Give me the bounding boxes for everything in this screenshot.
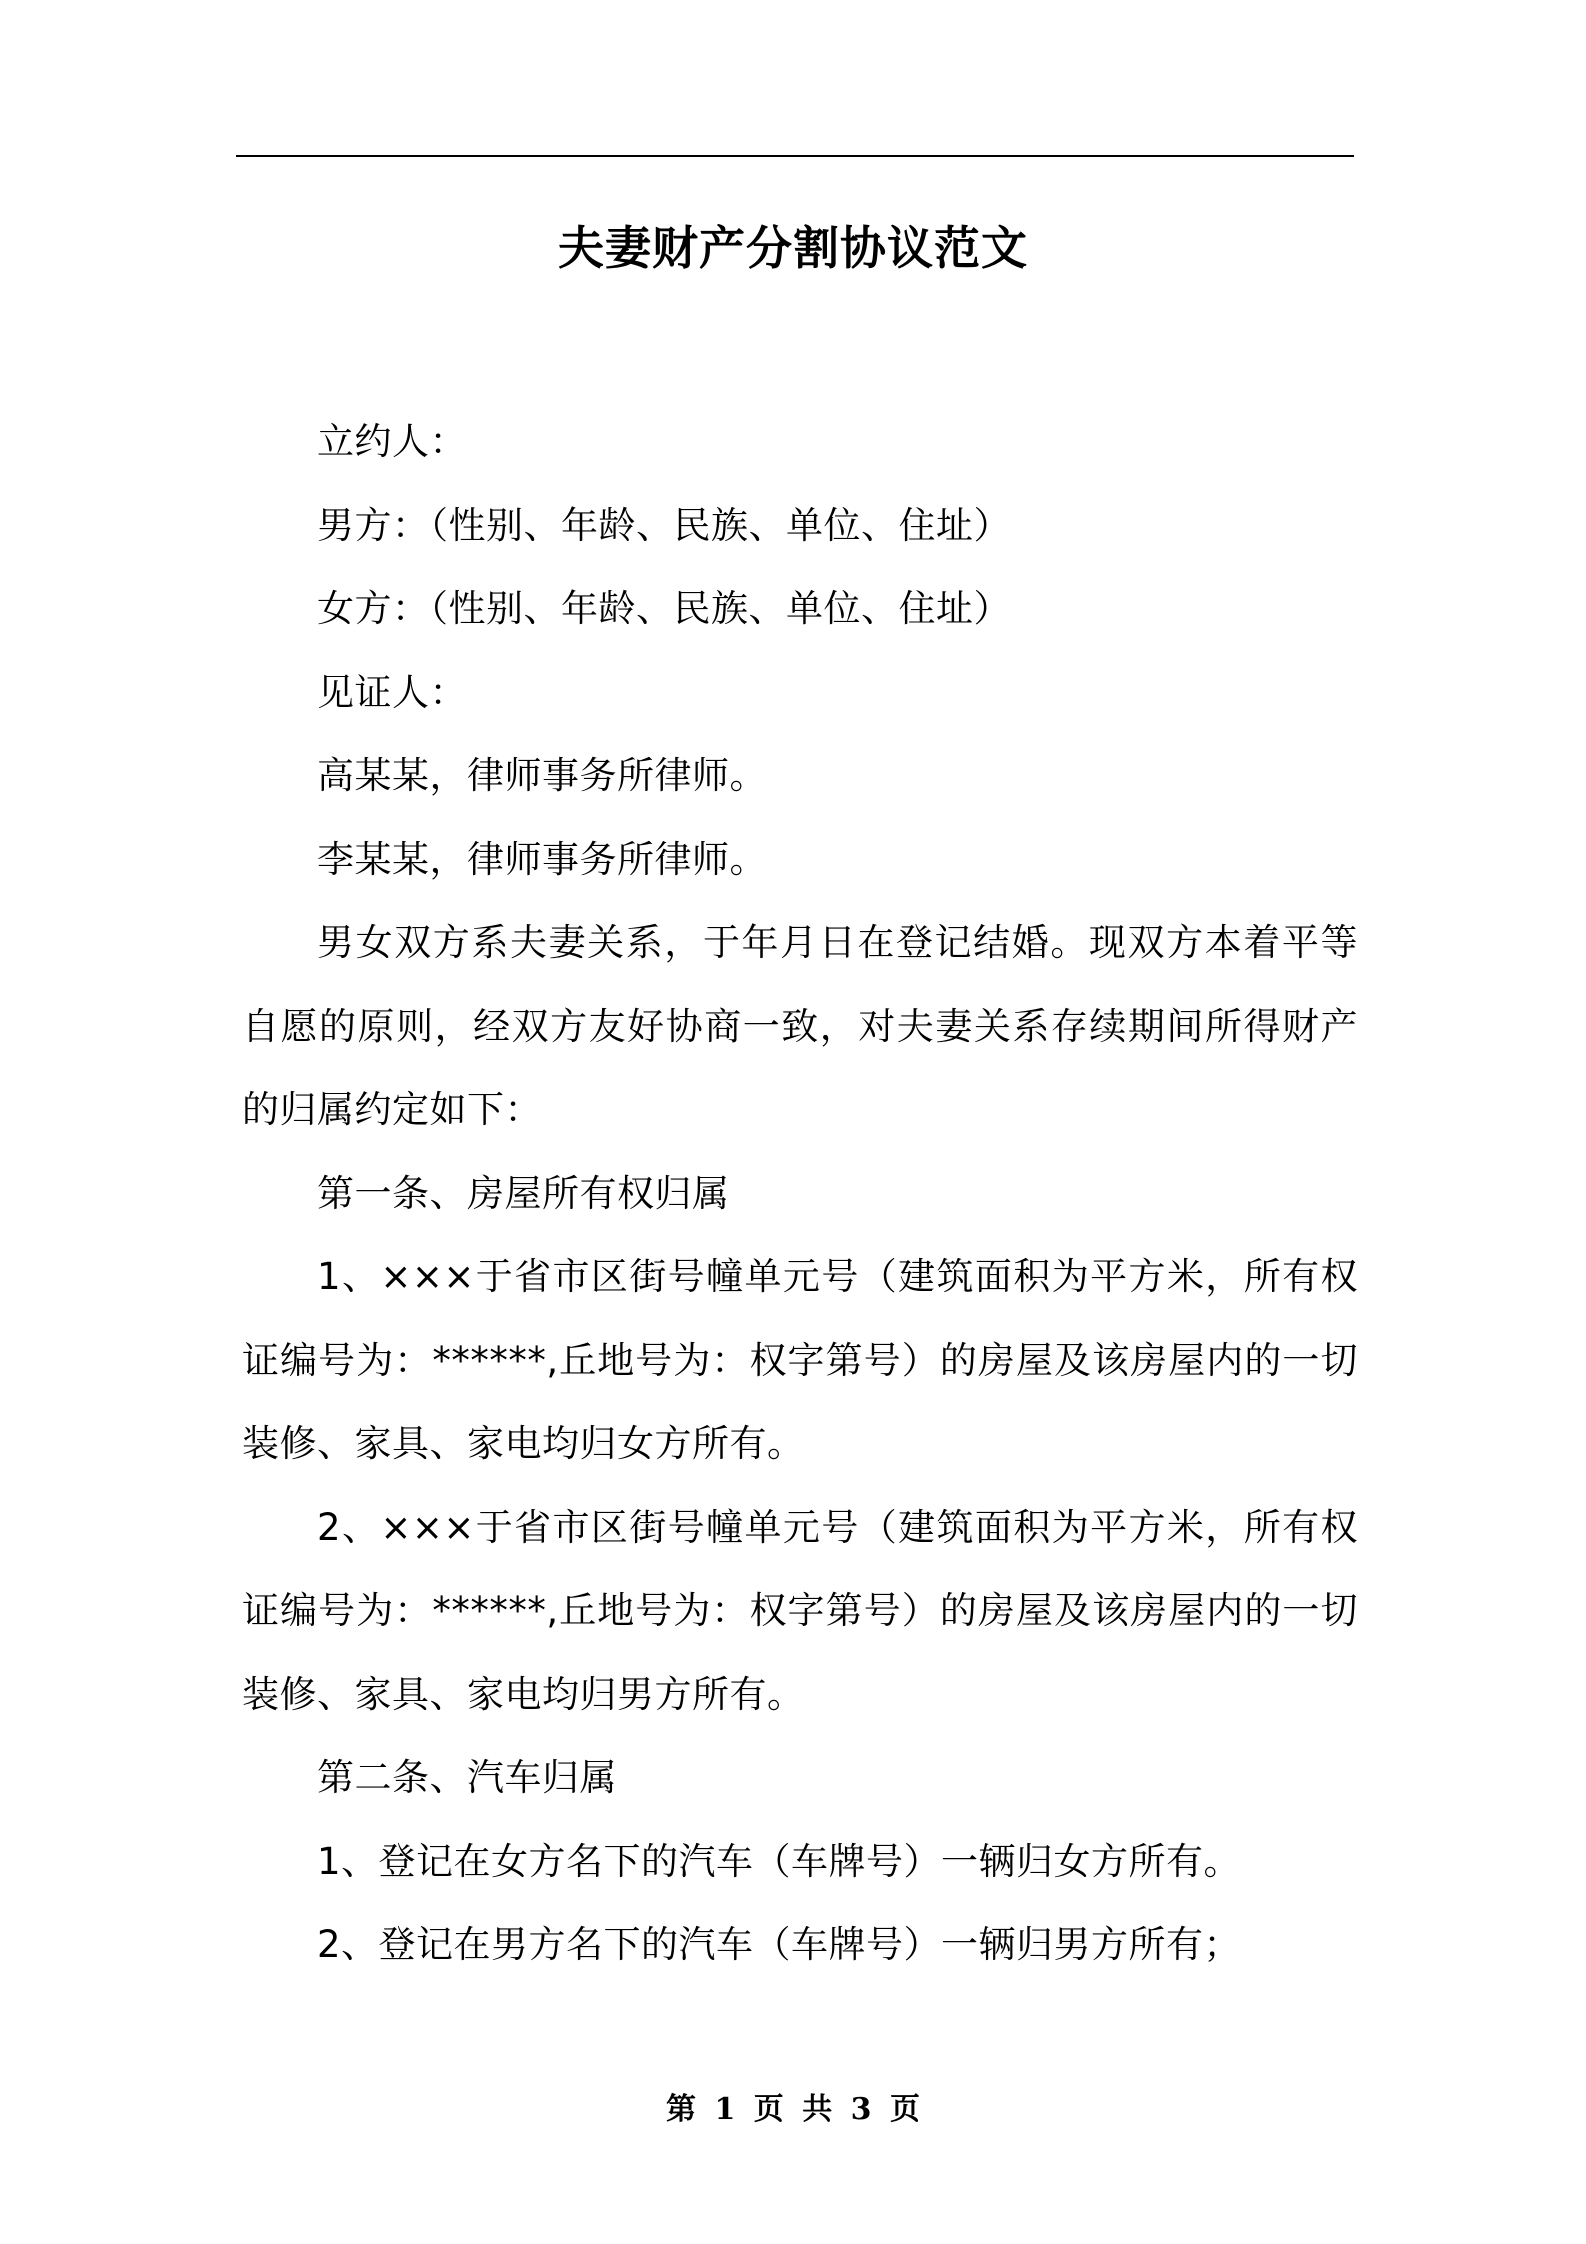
paragraph-article-1-heading: 第一条、房屋所有权归属 <box>317 1171 730 1215</box>
paragraph-article-2-item-2: 2、登记在男方名下的汽车（车牌号）一辆归男方所有； <box>317 1923 1242 1966</box>
paragraph-article-2-heading: 第二条、汽车归属 <box>317 1756 617 1799</box>
paragraph-female-party: 女方：（性别、年龄、民族、单位、住址） <box>317 587 1011 630</box>
page-footer: 第 1 页 共 3 页 <box>666 2092 920 2127</box>
paragraph-article-1-item-1: 1、×××于省市区街号幢单元号（建筑面积为平方米，所有权证编号为：******,丘地号为：权字第号）的房屋及该房屋内的一切装修、家具、家电均归女方所有。 <box>242 1255 1358 1465</box>
paragraph-male-party: 男方：（性别、年龄、民族、单位、住址） <box>317 503 1011 547</box>
paragraph-article-2-item-1: 1、登记在女方名下的汽车（车牌号）一辆归女方所有。 <box>317 1839 1242 1883</box>
paragraph-witness-heading: 见证人： <box>317 670 467 714</box>
document-title: 夫妻财产分割协议范文 <box>558 221 1028 275</box>
paragraph-parties-heading: 立约人： <box>317 420 467 463</box>
paragraph-witness-2: 李某某，律师事务所律师。 <box>317 837 767 881</box>
header-rule <box>236 155 1354 157</box>
paragraph-witness-1: 高某某，律师事务所律师。 <box>317 754 767 797</box>
document-body <box>242 400 1358 1987</box>
paragraph-preamble: 男女双方系夫妻关系，于年月日在登记结婚。现双方本着平等自愿的原则，经双方友好协商一致，对夫妻关系存续期间所得财产的归属约定如下： <box>242 921 1358 1131</box>
paragraph-article-1-item-2: 2、×××于省市区街号幢单元号（建筑面积为平方米，所有权证编号为：******,丘地号为：权字第号）的房屋及该房屋内的一切装修、家具、家电均归男方所有。 <box>242 1505 1358 1716</box>
